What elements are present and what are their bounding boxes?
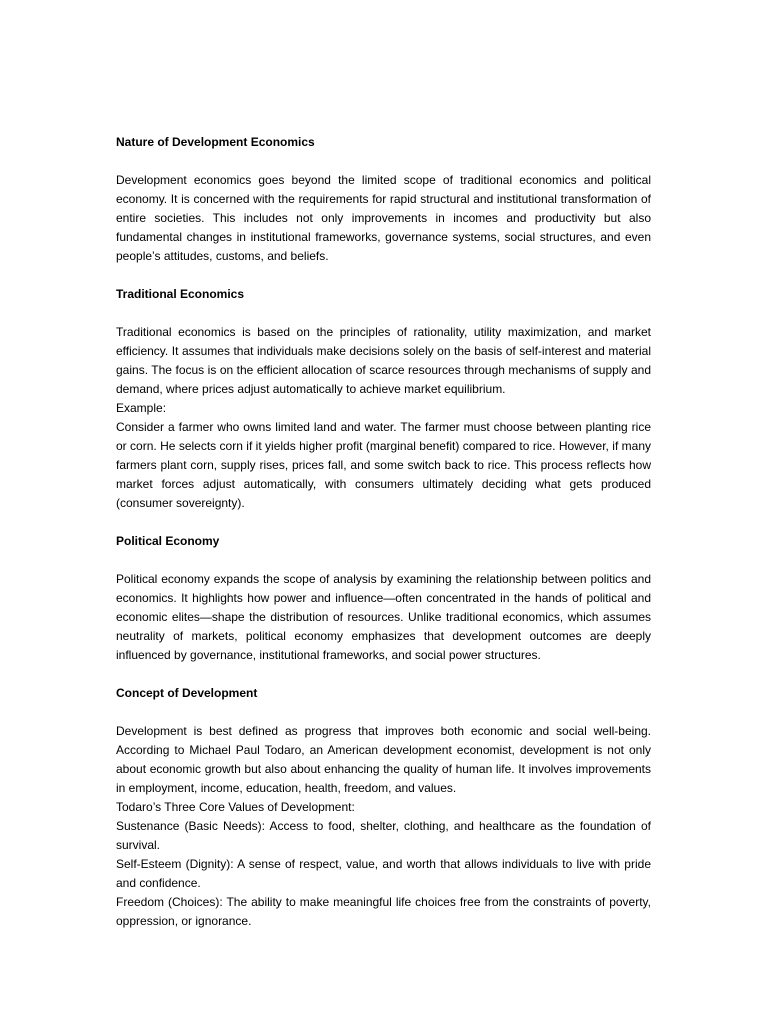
section-heading-nature: Nature of Development Economics [116,135,315,149]
core-value-item: Sustenance (Basic Needs): Access to food, shelter, clothing, and healthcare as the foundation of survival. [116,819,651,852]
spacer [116,152,651,171]
spacer [116,304,651,323]
paragraph: Political economy expands the scope of analysis by examining the relationship between politics and economics. It highlights how power and influence—often concentrated in the hands of political and economic elites—shape the distribution of resources. Unlike traditional economics, which assumes neutrality of markets, political economy emphasizes that development outcomes are deeply influenced by governance, institutional frameworks, and social power structures. [116,572,651,662]
section-heading-development: Concept of Development [116,686,258,700]
paragraph-label: Example: [116,401,167,415]
spacer [116,665,651,684]
section-heading-political: Political Economy [116,534,220,548]
spacer [116,513,651,532]
core-value-item: Self-Esteem (Dignity): A sense of respect, value, and worth that allows individuals to live with pride and confidence. [116,857,651,890]
section-heading-traditional: Traditional Economics [116,287,245,301]
paragraph-label: Todaro’s Three Core Values of Development: [116,800,355,814]
spacer [116,266,651,285]
spacer [116,551,651,570]
core-value-item: Freedom (Choices): The ability to make meaningful life choices free from the constraints of poverty, oppression, or ignorance. [116,895,651,928]
paragraph: Consider a farmer who owns limited land and water. The farmer must choose between planting rice or corn. He selects corn if it yields higher profit (marginal benefit) compared to rice. However, if many farmers plant corn, supply rises, prices fall, and some switch back to rice. This process reflects how market forces adjust automatically, with consumers ultimately deciding what gets produced (consumer sovereignty). [116,420,651,510]
spacer [116,703,651,722]
paragraph: Traditional economics is based on the principles of rationality, utility maximization, and market efficiency. It assumes that individuals make decisions solely on the basis of self-interest and material gains. The focus is on the efficient allocation of scarce resources through mechanisms of supply and demand, where prices adjust automatically to achieve market equilibrium. [116,325,651,396]
paragraph: Development is best defined as progress that improves both economic and social well-being. According to Michael Paul Todaro, an American development economist, development is not only about economic growth but also about enhancing the quality of human life. It involves improvements in employment, income, education, health, freedom, and values. [116,724,651,795]
paragraph: Development economics goes beyond the limited scope of traditional economics and political economy. It is concerned with the requirements for rapid structural and institutional transformation of entire societies. This includes not only improvements in incomes and productivity but also fundamental changes in institutional frameworks, governance systems, social structures, and even people’s attitudes, customs, and beliefs. [116,173,651,263]
document-page [116,133,651,931]
